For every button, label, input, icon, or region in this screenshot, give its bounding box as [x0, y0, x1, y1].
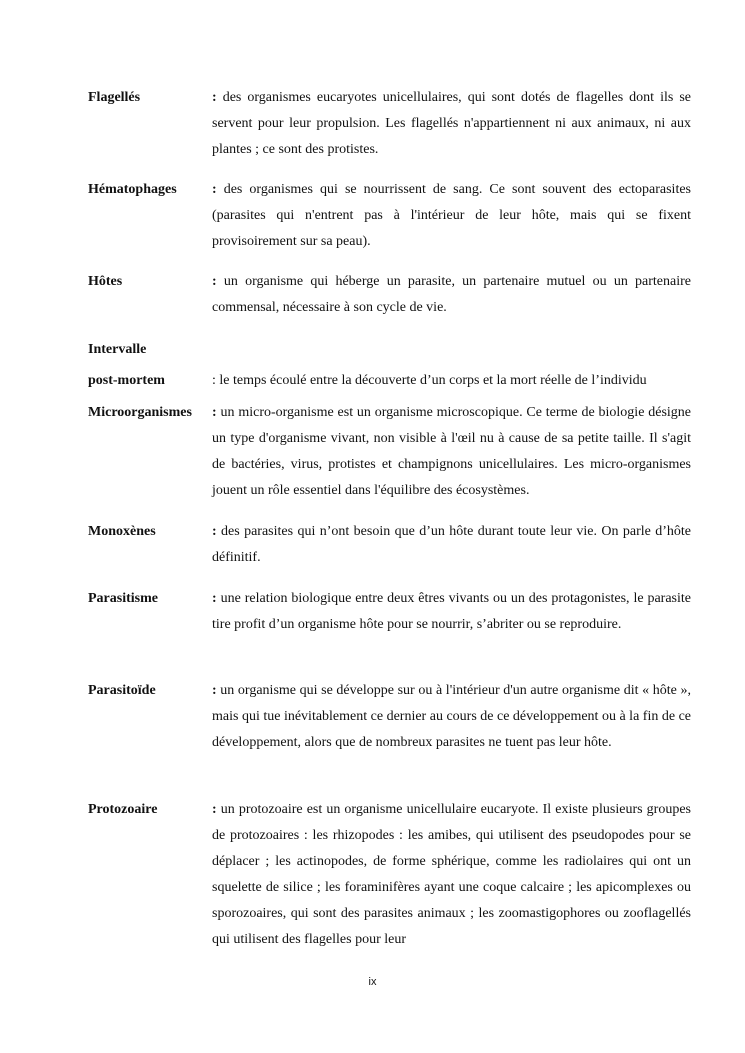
definition-text: un organisme qui se développe sur ou à l'intérieur d'un autre organisme dit « hôte », mais qui tue inévitablement ce dernier au cours de ce développement ou à la fin de ce développement, alors que de nombreux parasites ne tuent pas leur hôte.: [212, 683, 691, 750]
definition-text: un protozoaire est un organisme unicellulaire eucaryote. Il existe plusieurs groupes de protozoaires : les rhizopodes : les amibes, qui utilisent des pseudopodes pour se déplacer ; les actinopodes, de forme sphérique, comme les radiolaires qui ont un squelette de silice ; les foraminifères ayant une coque calcaire ; les apicomplexes ou sporozoaires, qui sont des parasites animaux ; les zoomastigophores ou zooflagellés qui utilisent des flagelles pour leur: [212, 802, 691, 947]
glossary-definition: [212, 678, 691, 756]
glossary-definition: [212, 400, 691, 504]
glossary-definition: [212, 797, 691, 953]
glossary-definition: : le temps écoulé entre la découverte d’un corps et la mort réelle de l’individu: [212, 373, 647, 388]
glossary-term: Protozoaire: [88, 802, 158, 817]
definition-colon: :: [212, 802, 217, 817]
definition-colon: :: [212, 524, 217, 539]
definition-colon: :: [212, 591, 217, 606]
glossary-term: Hématophages: [88, 182, 177, 197]
definition-colon: :: [212, 274, 217, 289]
glossary-term-line1: Intervalle: [88, 342, 147, 357]
glossary-term: Flagellés: [88, 90, 141, 105]
glossary-term: Parasitoïde: [88, 683, 156, 698]
definition-text: des parasites qui n’ont besoin que d’un hôte durant toute leur vie. On parle d’hôte définitif.: [212, 524, 691, 565]
glossary-term-line2: post-mortem: [88, 373, 165, 388]
definition-colon: :: [212, 90, 217, 105]
definition-text: une relation biologique entre deux êtres vivants ou un des protagonistes, le parasite tire profit d’un organisme hôte pour se nourrir, s’abriter ou se reproduire.: [212, 591, 691, 632]
glossary-term: Microorganismes: [88, 405, 192, 420]
glossary-definition: [212, 177, 691, 255]
definition-text: un micro-organisme est un organisme microscopique. Ce terme de biologie désigne un type d'organisme vivant, non visible à l'œil nu à cause de sa petite taille. Il s'agit de bactéries, virus, protistes et champignons unicellulaires. Les micro-organismes jouent un rôle essentiel dans l'équilibre des écosystèmes.: [212, 405, 691, 498]
glossary-term: Monoxènes: [88, 524, 156, 539]
glossary-term: Hôtes: [88, 274, 123, 289]
definition-text: des organismes qui se nourrissent de sang. Ce sont souvent des ectoparasites (parasites qui n'entrent pas à l'intérieur de leur hôte, mais qui se fixent provisoirement sur sa peau).: [212, 182, 691, 249]
glossary-definition: [212, 586, 691, 638]
definition-colon: :: [212, 683, 217, 698]
definition-text: des organismes eucaryotes unicellulaires, qui sont dotés de flagelles dont ils se servent pour leur propulsion. Les flagellés n'appartiennent ni aux animaux, ni aux plantes ; ce sont des protistes.: [212, 90, 691, 157]
page-number: ix: [368, 976, 377, 988]
definition-text: un organisme qui héberge un parasite, un partenaire mutuel ou un partenaire commensal, nécessaire à son cycle de vie.: [212, 274, 691, 315]
glossary-definition: [212, 269, 691, 321]
definition-colon: :: [212, 405, 217, 420]
glossary-term: Parasitisme: [88, 591, 158, 606]
definition-colon: :: [212, 182, 217, 197]
glossary-definition: [212, 519, 691, 571]
glossary-definition: [212, 85, 691, 163]
